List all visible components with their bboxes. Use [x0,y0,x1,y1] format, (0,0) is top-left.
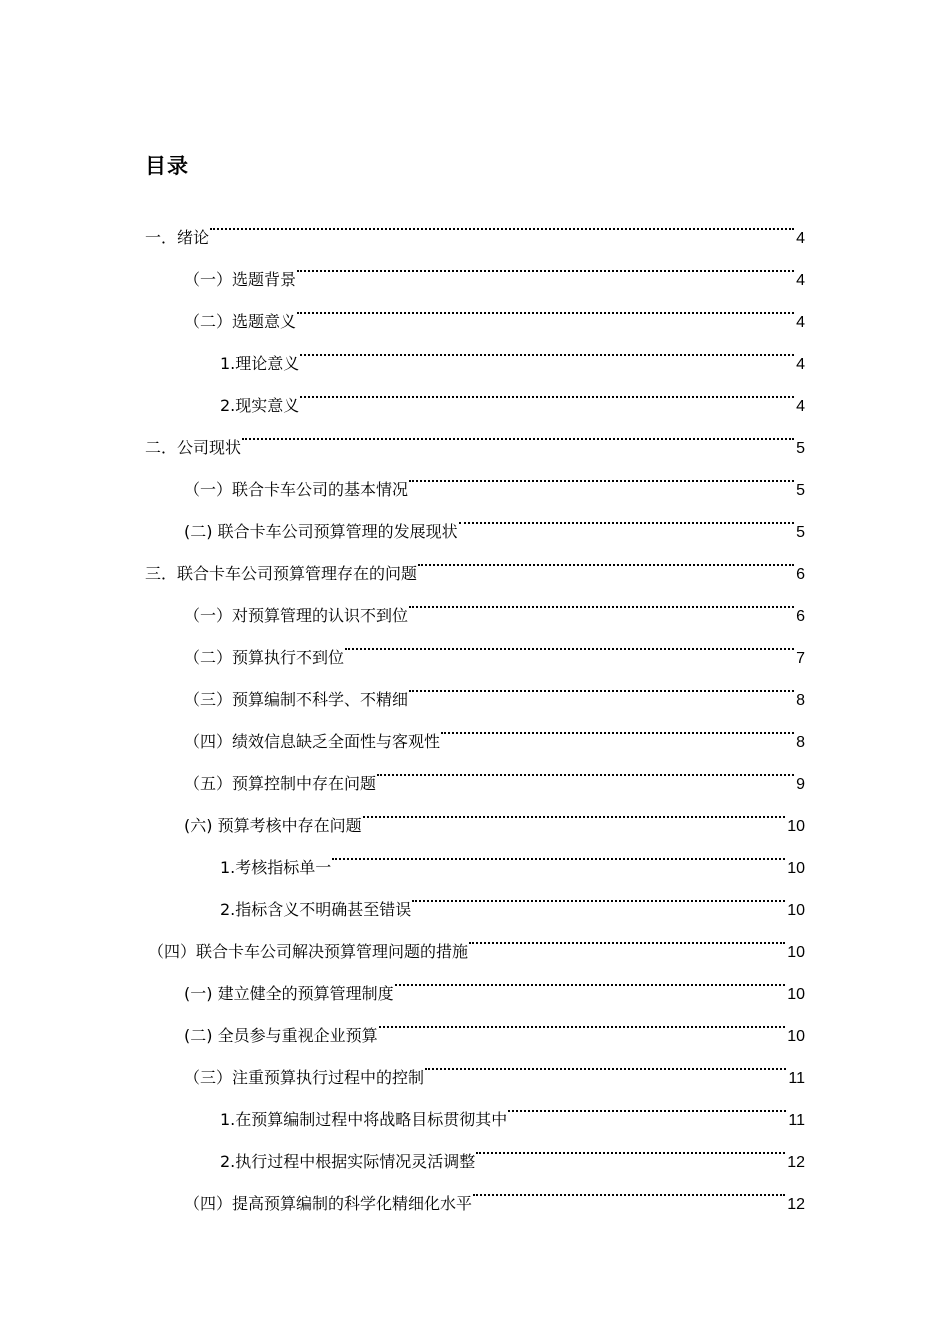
toc-entry[interactable] [0,999,950,1045]
toc-page-number: 8 [796,734,805,751]
toc-entry-title: （五）预算控制中存在问题 [184,774,377,793]
toc-page-number: 10 [787,1028,805,1045]
toc-page-number: 9 [796,776,805,793]
toc-entry[interactable] [0,243,950,289]
toc-dot-leader [241,411,796,453]
toc-entry[interactable] [0,453,950,499]
toc-entry-title: (二) 全员参与重视企业预算 [184,1026,378,1045]
toc-dot-leader [475,1125,787,1167]
toc-dot-leader [468,915,787,957]
toc-page-number: 10 [787,986,805,1003]
toc-page-number: 12 [787,1196,805,1213]
toc-entry[interactable] [0,537,950,583]
toc-page-number: 4 [796,398,805,415]
toc-page-number: 4 [796,314,805,331]
toc-entry[interactable] [0,285,950,331]
toc-dot-leader [299,369,796,411]
toc-page-number: 5 [796,524,805,541]
toc-entry[interactable] [0,1041,950,1087]
toc-entry[interactable] [0,201,950,247]
toc-dot-leader [331,831,787,873]
toc-page-number: 5 [796,440,805,457]
toc-entry[interactable] [0,327,950,373]
toc-entry-title: （二）选题意义 [184,312,297,331]
toc-page-number: 5 [796,482,805,499]
toc-page-number: 10 [787,902,805,919]
toc-dot-leader [458,495,797,537]
toc-entry-title: （四）绩效信息缺乏全面性与客观性 [184,732,441,751]
toc-entry-title: 2.指标含义不明确甚至错误 [220,900,412,919]
toc-entry-title: (二) 联合卡车公司预算管理的发展现状 [184,522,458,541]
toc-entry[interactable] [0,789,950,835]
toc-entry-title: 2.执行过程中根据实际情况灵活调整 [220,1152,476,1171]
toc-page-number: 11 [788,1070,805,1087]
table-of-contents [0,201,950,1213]
toc-entry-title: 一．绪论 [145,228,210,247]
toc-entry-title: 1.理论意义 [220,354,300,373]
toc-dot-leader [362,789,788,831]
toc-entry[interactable] [0,411,950,457]
toc-entry[interactable] [0,831,950,877]
toc-entry[interactable] [0,369,950,415]
toc-entry[interactable] [0,915,950,961]
toc-entry-title: 三．联合卡车公司预算管理存在的问题 [145,564,418,583]
toc-entry[interactable] [0,1167,950,1213]
toc-dot-leader [299,327,796,369]
toc-dot-leader [507,1083,788,1125]
toc-entry[interactable] [0,705,950,751]
toc-dot-leader [408,453,796,495]
toc-page-number: 8 [796,692,805,709]
toc-dot-leader [344,621,796,663]
toc-entry-title: (六) 预算考核中存在问题 [184,816,362,835]
toc-dot-leader [411,873,787,915]
toc-dot-leader [378,999,788,1041]
toc-entry[interactable] [0,1125,950,1171]
toc-dot-leader [472,1167,787,1209]
toc-page-number: 11 [788,1112,805,1129]
toc-entry-title: (一) 建立健全的预算管理制度 [184,984,394,1003]
toc-entry-title: 1.考核指标单一 [220,858,332,877]
toc-page-number: 12 [787,1154,805,1171]
toc-dot-leader [408,663,796,705]
toc-dot-leader [408,579,796,621]
toc-dot-leader [417,537,796,579]
toc-page-number: 10 [787,860,805,877]
toc-entry-title: （一）对预算管理的认识不到位 [184,606,409,625]
toc-entry-title: （三）预算编制不科学、不精细 [184,690,409,709]
toc-dot-leader [209,201,796,243]
toc-entry[interactable] [0,621,950,667]
toc-entry-title: 二．公司现状 [145,438,242,457]
toc-entry-title: 2.现实意义 [220,396,300,415]
toc-page-number: 6 [796,608,805,625]
toc-title: 目录 [145,154,189,178]
toc-entry-title: （四）提高预算编制的科学化精细化水平 [184,1194,473,1213]
toc-dot-leader [296,285,796,327]
toc-page-number: 6 [796,566,805,583]
toc-entry-title: （一）联合卡车公司的基本情况 [184,480,409,499]
toc-page-number: 7 [796,650,805,667]
toc-entry-title: （一）选题背景 [184,270,297,289]
toc-entry[interactable] [0,495,950,541]
toc-dot-leader [424,1041,788,1083]
toc-dot-leader [394,957,788,999]
toc-entry-title: （四）联合卡车公司解决预算管理问题的措施 [148,942,469,961]
toc-dot-leader [440,705,796,747]
toc-entry[interactable] [0,747,950,793]
toc-page-number: 10 [787,944,805,961]
toc-dot-leader [296,243,796,285]
toc-entry[interactable] [0,1083,950,1129]
toc-page-number: 4 [796,230,805,247]
toc-page-number: 4 [796,272,805,289]
toc-entry[interactable] [0,663,950,709]
toc-page-number: 4 [796,356,805,373]
toc-entry[interactable] [0,873,950,919]
toc-dot-leader [376,747,796,789]
toc-entry-title: 1.在预算编制过程中将战略目标贯彻其中 [220,1110,508,1129]
toc-entry-title: （三）注重预算执行过程中的控制 [184,1068,425,1087]
toc-entry[interactable] [0,957,950,1003]
toc-entry[interactable] [0,579,950,625]
toc-page-number: 10 [787,818,805,835]
toc-entry-title: （二）预算执行不到位 [184,648,345,667]
